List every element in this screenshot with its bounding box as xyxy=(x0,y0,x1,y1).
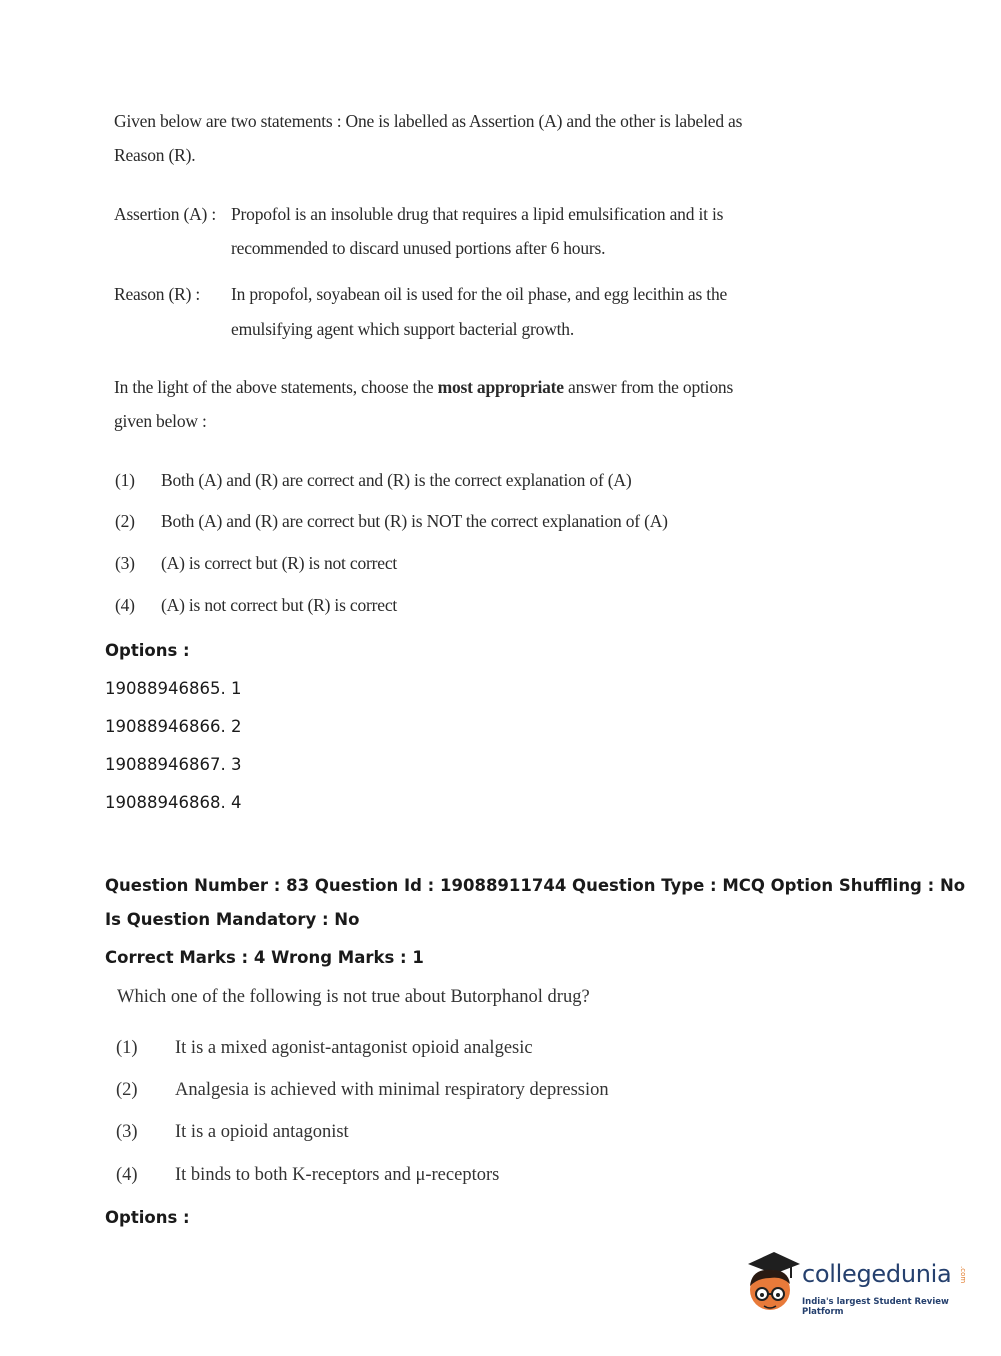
reason-label: Reason (R) : xyxy=(114,284,201,304)
logo-tagline: India's largest Student Review Platform xyxy=(802,1297,949,1317)
option-id: 19088946867. 3 xyxy=(105,755,242,774)
q2-choice-text: It is a mixed agonist-antagonist opioid analgesic xyxy=(175,1038,533,1058)
instruction-line1 xyxy=(114,377,733,398)
q1-choice-num: (3) xyxy=(115,553,135,573)
option-id: 19088946868. 4 xyxy=(105,793,242,812)
mascot-icon xyxy=(742,1250,802,1320)
assertion-line2: recommended to discard unused portions after 6 hours. xyxy=(231,238,606,258)
logo-suffix: .com xyxy=(959,1266,967,1284)
q2-question-text: Which one of the following is not true about Butorphanol drug? xyxy=(117,987,590,1007)
reason-line1: In propofol, soyabean oil is used for the oil phase, and egg lecithin as the xyxy=(231,284,728,304)
question-marks: Correct Marks : 4 Wrong Marks : 1 xyxy=(105,948,424,967)
q1-intro-line2: Reason (R). xyxy=(114,145,196,165)
q1-intro-line1: Given below are two statements : One is labelled as Assertion (A) and the other is labeled as xyxy=(114,111,743,131)
q2-choice-num: (2) xyxy=(116,1080,138,1100)
q2-choice-num: (4) xyxy=(116,1165,138,1185)
q1-choice-text: Both (A) and (R) are correct and (R) is the correct explanation of (A) xyxy=(161,470,632,490)
question-meta-line1: Question Number : 83 Question Id : 19088911744 Question Type : MCQ Option Shuffling : No xyxy=(105,876,966,895)
q2-choice-num: (3) xyxy=(116,1122,138,1142)
logo-wordmark: collegedunia xyxy=(802,1260,952,1288)
q1-choice-text: Both (A) and (R) are correct but (R) is NOT the correct explanation of (A) xyxy=(161,511,668,531)
reason-line2: emulsifying agent which support bacterial growth. xyxy=(231,319,575,339)
assertion-line1: Propofol is an insoluble drug that requires a lipid emulsification and it is xyxy=(231,204,724,224)
q2-options-heading: Options : xyxy=(105,1208,190,1227)
q2-choice-text: It is a opioid antagonist xyxy=(175,1122,349,1142)
question-meta-line2: Is Question Mandatory : No xyxy=(105,910,360,929)
q1-choice-num: (2) xyxy=(115,511,135,531)
q2-choice-text: Analgesia is achieved with minimal respiratory depression xyxy=(175,1080,609,1100)
assertion-label: Assertion (A) : xyxy=(114,204,216,224)
instruction-line2: given below : xyxy=(114,411,207,431)
q2-choice-text: It binds to both K-receptors and μ-receptors xyxy=(175,1165,500,1185)
instruction-post: answer from the options xyxy=(563,377,734,397)
collegedunia-logo xyxy=(742,1250,967,1320)
q2-choice-num: (1) xyxy=(116,1038,138,1058)
q1-choice-num: (1) xyxy=(115,470,135,490)
q1-choice-text: (A) is not correct but (R) is correct xyxy=(161,595,398,615)
option-id: 19088946866. 2 xyxy=(105,717,242,736)
q1-choice-num: (4) xyxy=(115,595,135,615)
instruction-emphasis: most appropriate xyxy=(437,377,564,397)
options-heading: Options : xyxy=(105,641,190,660)
q1-choice-text: (A) is correct but (R) is not correct xyxy=(161,553,398,573)
option-id: 19088946865. 1 xyxy=(105,679,242,698)
instruction-pre: In the light of the above statements, choose the xyxy=(114,377,438,397)
